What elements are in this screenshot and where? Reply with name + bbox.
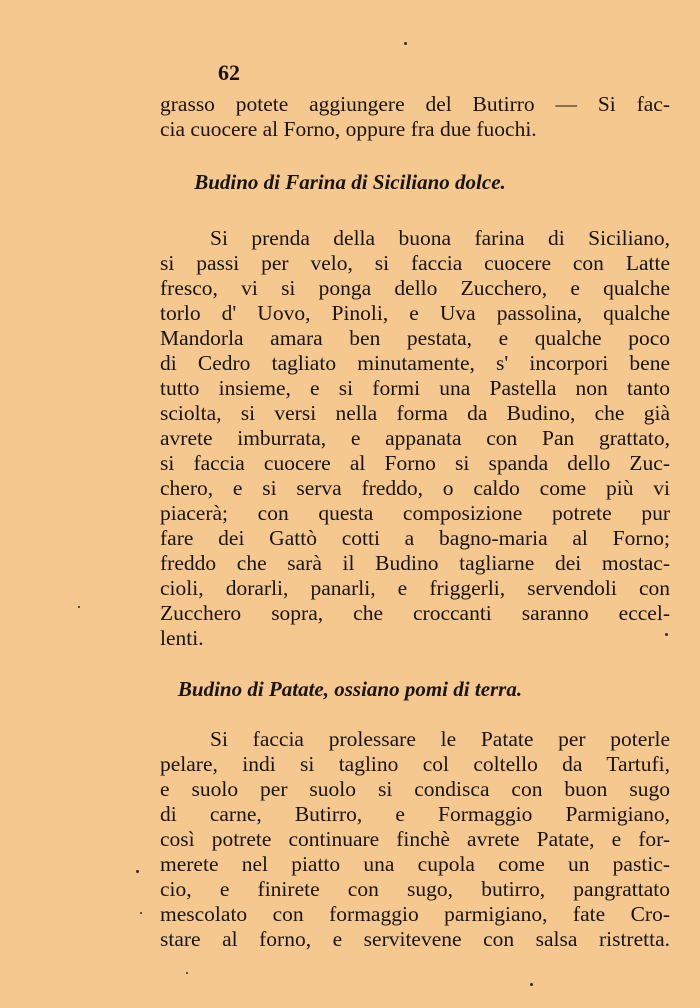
text-line: fare dei Gattò cotti a bagno-maria al Forno;	[160, 526, 670, 550]
text-line: si passi per velo, si faccia cuocere con Latte	[160, 251, 670, 275]
section-heading: Budino di Farina di Siciliano dolce.	[194, 170, 506, 194]
text-line: pelare, indi si taglino col coltello da Tartufi,	[160, 752, 670, 776]
text-line: Mandorla amara ben pestata, e qualche poco	[160, 326, 670, 350]
text-line: grasso potete aggiungere del Butirro — Si fac-	[160, 92, 670, 116]
text-line: freddo che sarà il Budino tagliarne dei mostac-	[160, 551, 670, 575]
text-line: e suolo per suolo si condisca con buon sugo	[160, 777, 670, 801]
text-line: Si prenda della buona farina di Siciliano,	[210, 226, 670, 250]
text-line: piacerà; con questa composizione potrete pur	[160, 501, 670, 525]
text-line: merete nel piatto una cupola come un pastic-	[160, 852, 670, 876]
scan-speck	[404, 42, 407, 45]
text-line: Zucchero sopra, che croccanti saranno eccel-	[160, 601, 670, 625]
section-heading: Budino di Patate, ossiano pomi di terra.	[177, 677, 523, 701]
text-line: fresco, vi si ponga dello Zucchero, e qualche	[160, 276, 670, 300]
text-line: sciolta, si versi nella forma da Budino, che già	[160, 401, 670, 425]
text-line: torlo d' Uovo, Pinoli, e Uva passolina, qualche	[160, 301, 670, 325]
scan-speck	[665, 633, 668, 636]
text-line: avrete imburrata, e appanata con Pan grattato,	[160, 426, 670, 450]
text-line: cia cuocere al Forno, oppure fra due fuochi.	[160, 117, 537, 141]
text-line: stare al forno, e servitevene con salsa ristretta.	[160, 927, 670, 951]
text-line: si faccia cuocere al Forno si spanda dello Zuc-	[160, 451, 670, 475]
text-line: cio, e finirete con sugo, butirro, pangrattato	[160, 877, 670, 901]
text-line: Si faccia prolessare le Patate per poterle	[210, 727, 670, 751]
scan-speck	[530, 983, 533, 986]
page-number: 62	[218, 60, 240, 85]
scan-speck	[136, 870, 139, 873]
text-line: cioli, dorarli, panarli, e friggerli, servendoli con	[160, 576, 670, 600]
text-line: così potrete continuare finchè avrete Patate, e for-	[160, 827, 670, 851]
scan-speck	[186, 972, 188, 974]
scan-speck	[78, 606, 80, 608]
text-line: di Cedro tagliato minutamente, s' incorpori bene	[160, 351, 670, 375]
text-line: chero, e si serva freddo, o caldo come più vi	[160, 476, 670, 500]
scan-speck	[140, 912, 142, 914]
text-line: lenti.	[160, 626, 204, 650]
text-line: di carne, Butirro, e Formaggio Parmigiano,	[160, 802, 670, 826]
text-line: mescolato con formaggio parmigiano, fate Cro-	[160, 902, 670, 926]
text-line: tutto insieme, e si formi una Pastella non tanto	[160, 376, 670, 400]
